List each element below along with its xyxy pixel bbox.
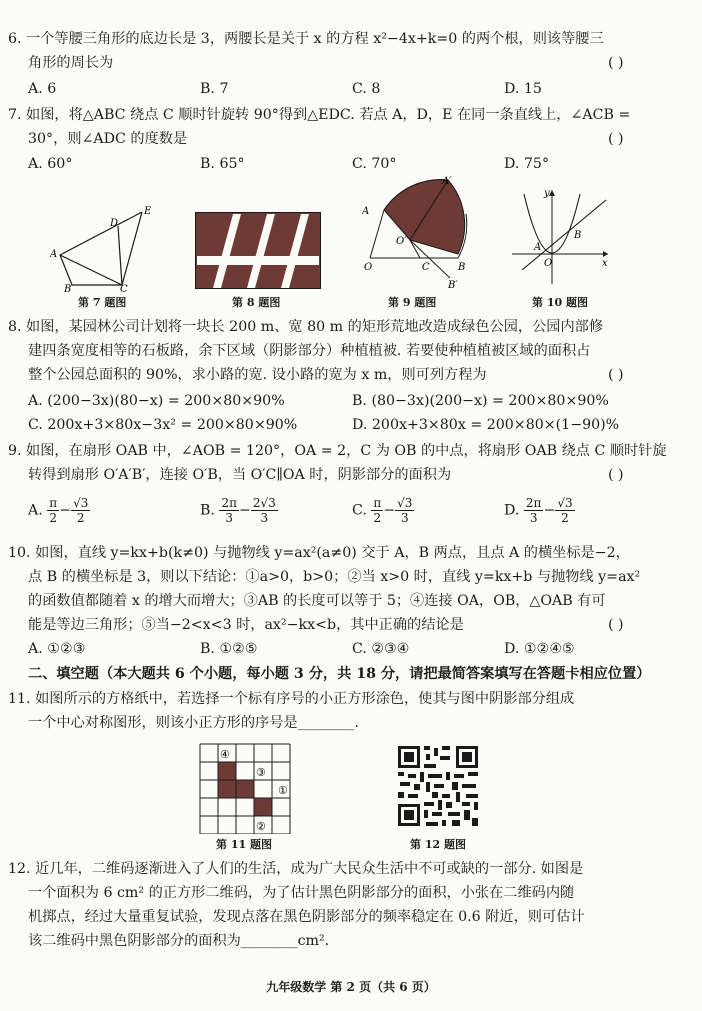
caption-fig7: 第 7 题图 [78,296,127,309]
fig10-label-x: x [602,258,608,269]
q10-option-c: C. ②③④ [352,641,410,657]
fig10-label-b: B [574,230,582,241]
fig9-label-c: C [422,262,430,273]
q11-line2: 一个中心对称图形，则该小正方形的序号是________. [28,715,359,731]
figure-7 [50,200,170,292]
q6-option-a: A. 6 [28,81,57,97]
q7-paren: ( ) [608,131,624,147]
q9-d-frac1: $\frac{2\pi}{3}$ [525,496,542,525]
grid-mark-3: ③ [256,766,266,779]
q9-b-frac2: $\frac{2√3}{3}$ [252,496,276,525]
q9-d-frac2: $\frac{√3}{2}$ [557,496,573,525]
q9-option-a: A. $\frac{\pi}{2}$ − $\frac{√3}{2}$ [28,496,89,525]
fig9-label-b: B [458,262,466,273]
fig10-label-y: y [544,188,550,199]
q12-line2: 一个面积为 6 cm² 的正方形二维码，为了估计黑色阴影部分的面积，小张在二维码内随 [28,885,575,901]
fig9-label-a-prime: A′ [442,176,452,187]
q9-option-d: D. $\frac{2\pi}{3}$ − $\frac{√3}{2}$ [504,496,573,525]
q11-line1: 11. 如图所示的方格纸中，若选择一个标有序号的小正方形涂色，使其与图中阴影部分组成 [8,691,575,707]
q8-paren: ( ) [608,367,624,383]
grid-mark-4: ④ [220,748,230,761]
q8-option-d: D. 200x+3×80x = 200×80×(1−90)% [352,417,620,433]
q8-option-b: B. (80−3x)(200−x) = 200×80×90% [352,393,609,409]
q8-option-c: C. 200x+3×80x−3x² = 200×80×90% [28,417,298,433]
q7-line1: 7. 如图，将△ABC 绕点 C 顺时针旋转 90°得到△EDC. 若点 A，D，E 在同一条直线上，∠ACB = [8,107,631,123]
q6-line1: 6. 一个等腰三角形的底边长是 3，两腰长是关于 x 的方程 x²−4x+k=0 的两个根，则该等腰三 [8,31,604,47]
fig7-label-d: D [110,218,119,229]
fig10-label-a: A [534,242,542,253]
figure-11-grid [190,742,306,834]
q10-line3: 的函数值都随着 x 的增大而增大；③AB 的长度可以等于 5；④连接 OA，OB，△OAB 有可 [28,593,606,609]
q7-option-d: D. 75° [504,156,550,172]
q6-option-c: C. 8 [352,81,381,97]
q9-paren: ( ) [608,467,624,483]
q6-option-b: B. 7 [200,81,229,97]
q9-line2: 转得到扇形 O′A′B′，连接 O′B，当 O′C∥OA 时，阴影部分的面积为 [28,467,452,483]
page-footer: 九年级数学 第 2 页（共 6 页） [266,980,436,994]
caption-fig10: 第 10 题图 [532,296,588,309]
caption-fig9: 第 9 题图 [388,296,437,309]
fig7-label-b: B [64,284,72,292]
q10-option-a: A. ①②③ [28,641,86,657]
q8-line1: 8. 如图，某园林公司计划将一块长 200 m、宽 80 m 的矩形荒地改造成绿色公园，公园内部修 [8,319,604,335]
q6-option-d: D. 15 [504,81,542,97]
q12-line1: 12. 近几年，二维码逐渐进入了人们的生活，成为广大民众生活中不可或缺的一部分. 如图是 [8,861,584,877]
q9-a-frac1: $\frac{\pi}{2}$ [49,496,58,525]
q12-line3: 机掷点，经过大量重复试验，发现点落在黑色阴影部分的频率稳定在 0.6 附近，则可估计 [28,909,585,925]
q8-line2: 建四条宽度相等的石板路，余下区域（阴影部分）种植植被. 若要使种植植被区域的面积占 [28,343,591,359]
q12-line4: 该二维码中黑色阴影部分的面积为________cm². [28,933,330,949]
q9-option-b: B. $\frac{2\pi}{3}$ − $\frac{2√3}{3}$ [200,496,276,525]
section-2-heading: 二、填空题（本大题共 6 个小题，每小题 3 分，共 18 分，请把最简答案填写在答题卡相应位置） [28,666,651,682]
q7-option-a: A. 60° [28,156,73,172]
fig9-label-a: A [362,206,370,217]
figure-8 [195,212,321,289]
caption-fig11: 第 11 题图 [216,838,272,851]
fig9-label-o: O [364,262,373,273]
q6-paren: ( ) [608,55,624,71]
fig7-label-a: A [50,249,58,260]
q8-line3: 整个公园总面积的 90%，求小路的宽. 设小路的宽为 x m，则可列方程为 [28,367,487,383]
q10-option-b: B. ①②⑤ [200,641,258,657]
figure-10 [508,184,612,288]
q7-option-c: C. 70° [352,156,397,172]
q9-line1: 9. 如图，在扇形 OAB 中，∠AOB = 120°，OA = 2，C 为 OB 的中点，将扇形 OAB 绕点 C 顺时针旋 [8,443,667,459]
q7-line2: 30°，则∠ADC 的度数是 [28,131,188,147]
q10-line2: 点 B 的横坐标是 3，则以下结论：①a>0，b>0；②当 x>0 时，直线 y=kx+b 与抛物线 y=ax² [28,569,641,585]
q10-option-d: D. ①②④⑤ [504,641,575,657]
fig9-label-o-prime: O′ [396,236,407,247]
caption-fig12: 第 12 题图 [410,838,466,851]
q10-line4: 能是等边三角形；⑤当−2<x<3 时，ax²−kx<b，其中正确的结论是 [28,617,464,633]
fig7-label-c: C [120,284,128,292]
q7-option-b: B. 65° [200,156,245,172]
q8-option-a: A. (200−3x)(80−x) = 200×80×90% [28,393,285,409]
q9-option-c: C. $\frac{\pi}{2}$ − $\frac{√3}{3}$ [352,496,413,525]
fig10-label-o: O [544,258,553,269]
q9-b-frac1: $\frac{2\pi}{3}$ [221,496,237,525]
q10-paren: ( ) [608,617,624,633]
q9-c-frac2: $\frac{√3}{3}$ [397,496,413,525]
q9-c-frac1: $\frac{\pi}{2}$ [373,496,382,525]
figure-12-qr-code [396,744,480,828]
figure-9 [362,174,474,292]
caption-fig8: 第 8 题图 [232,296,281,309]
grid-mark-1: ① [278,784,288,797]
fig9-label-b-prime: B′ [448,280,458,291]
grid-mark-2: ② [256,820,266,833]
q10-line1: 10. 如图，直线 y=kx+b(k≠0) 与抛物线 y=ax²(a≠0) 交于 A，B 两点，且点 A 的横坐标是−2， [8,545,630,561]
q9-a-frac2: $\frac{√3}{2}$ [73,496,89,525]
q6-line2: 角形的周长为 [28,55,114,71]
fig7-label-e: E [144,206,152,217]
